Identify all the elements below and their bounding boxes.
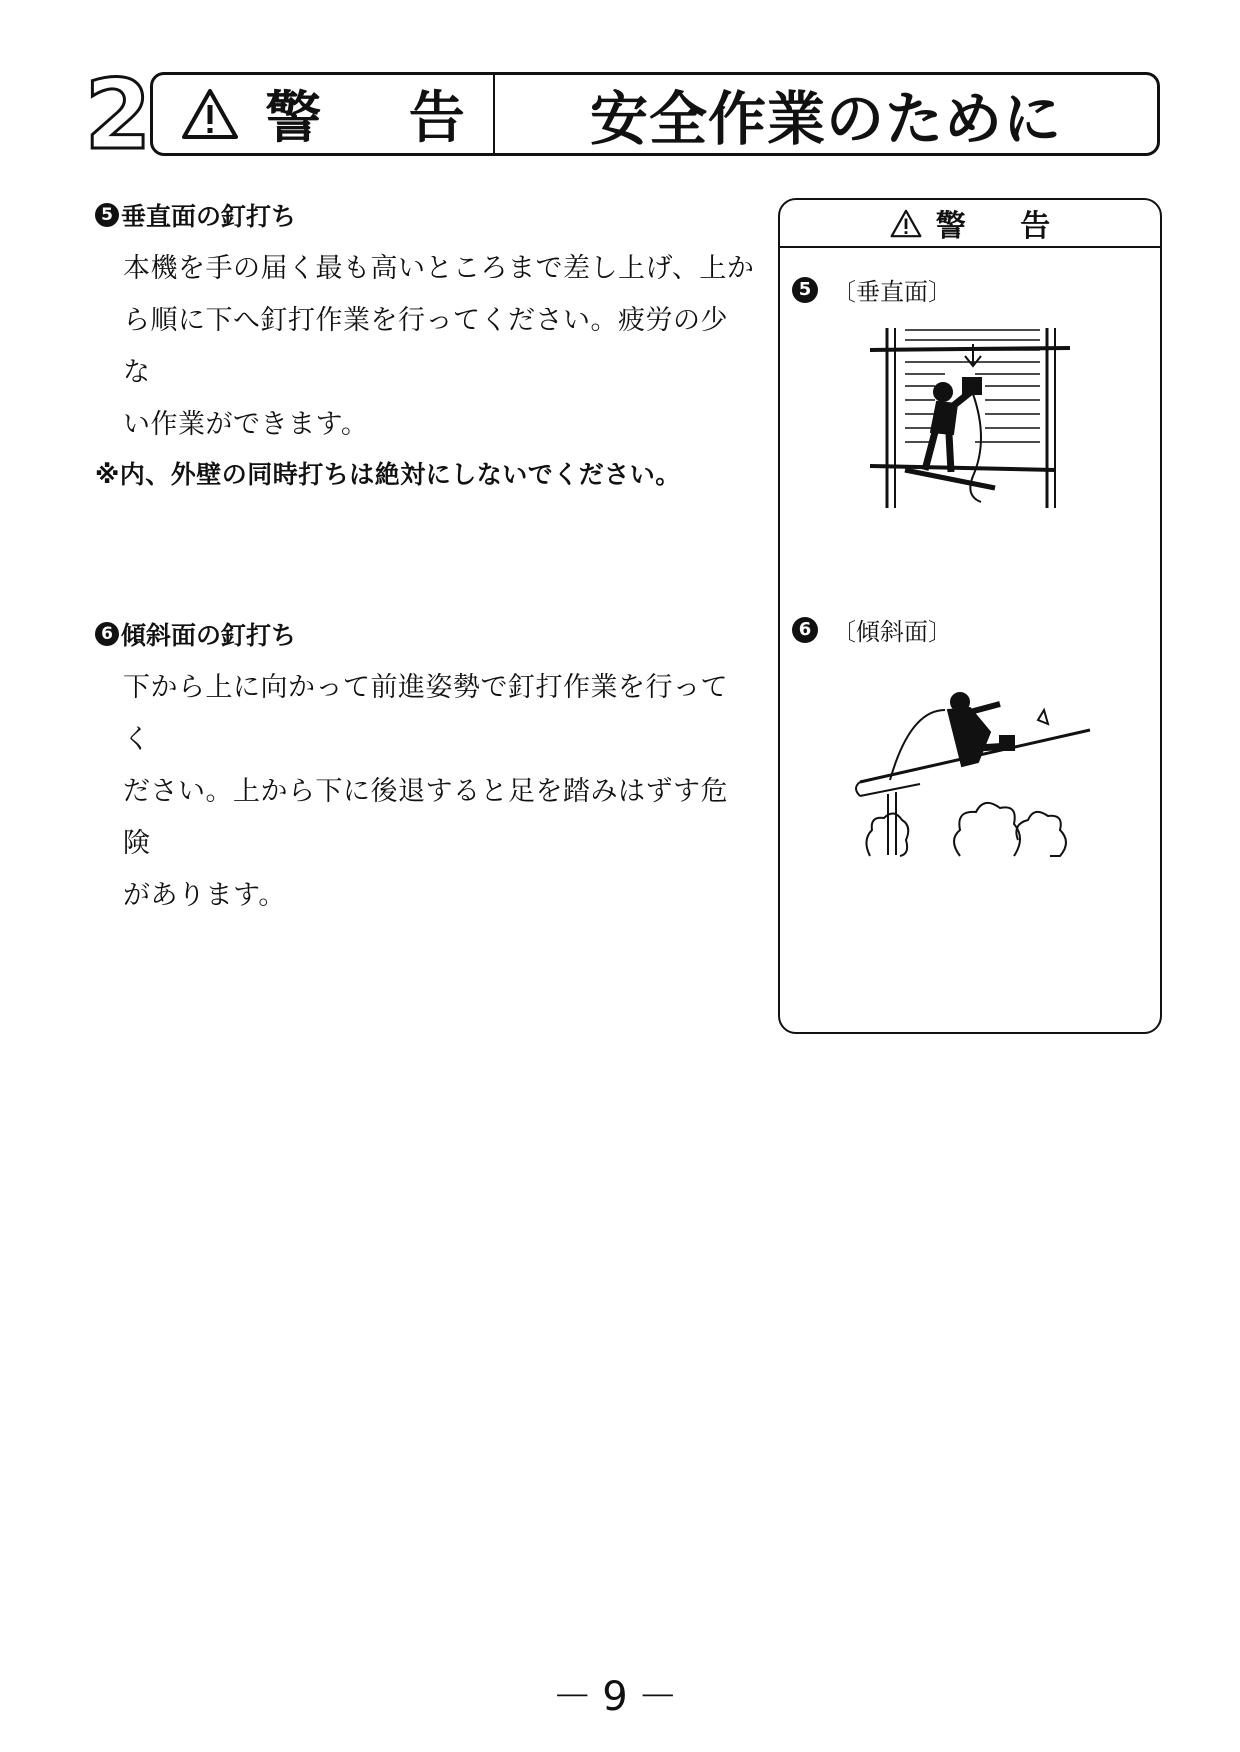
figure-number-circle: 5 [792, 277, 818, 303]
figure-number-circle: 6 [792, 617, 818, 643]
slope-roof-nailing-illustration [850, 670, 1100, 860]
body-line: 本機を手の届く最も高いところまで差し上げ、上か [123, 253, 755, 284]
header-warning [153, 75, 499, 153]
figure-6-label [792, 612, 952, 647]
body-line: ださい。上から下に後退すると足を踏みはずす危険 [123, 776, 728, 859]
section-slope-nailing [95, 616, 755, 922]
section-heading-text: 傾斜面の釘打ち [121, 621, 297, 650]
body-line: い作業ができます。 [123, 409, 369, 440]
section-heading [95, 616, 755, 652]
vertical-wall-nailing-illustration [865, 320, 1075, 510]
page-number: －9－ [552, 1674, 688, 1720]
body-line: 下から上に向かって前進姿勢で釘打作業を行ってく [123, 672, 728, 755]
page-title: 安全作業のために [589, 85, 1062, 153]
figure-5-label [792, 272, 952, 307]
section-body [123, 662, 755, 922]
caution-note: ※内、外壁の同時打ちは絶対にしないでください。 [95, 460, 681, 489]
section-number-circle: 5 [95, 203, 119, 227]
figure-caption: 〔垂直面〕 [832, 278, 952, 306]
figure-caption: 〔傾斜面〕 [832, 618, 952, 646]
section-vertical-nailing [95, 197, 755, 491]
section-number-circle: 6 [95, 622, 119, 646]
section-header [150, 72, 1160, 156]
section-heading [95, 197, 755, 233]
header-warning-label: 警 告 [265, 86, 499, 151]
body-line: があります。 [123, 880, 286, 911]
section-body [123, 243, 755, 451]
warning-panel [778, 198, 1162, 1034]
panel-header [780, 200, 1160, 248]
section-heading-text: 垂直面の釘打ち [121, 202, 297, 231]
warning-triangle-icon [181, 88, 239, 140]
warning-triangle-icon [890, 209, 922, 238]
panel-warning-label: 警 告 [935, 209, 1073, 244]
section-number-badge [84, 59, 152, 171]
svg-text:2: 2 [84, 59, 152, 171]
body-line: ら順に下へ釘打作業を行ってください。疲労の少な [123, 305, 728, 388]
